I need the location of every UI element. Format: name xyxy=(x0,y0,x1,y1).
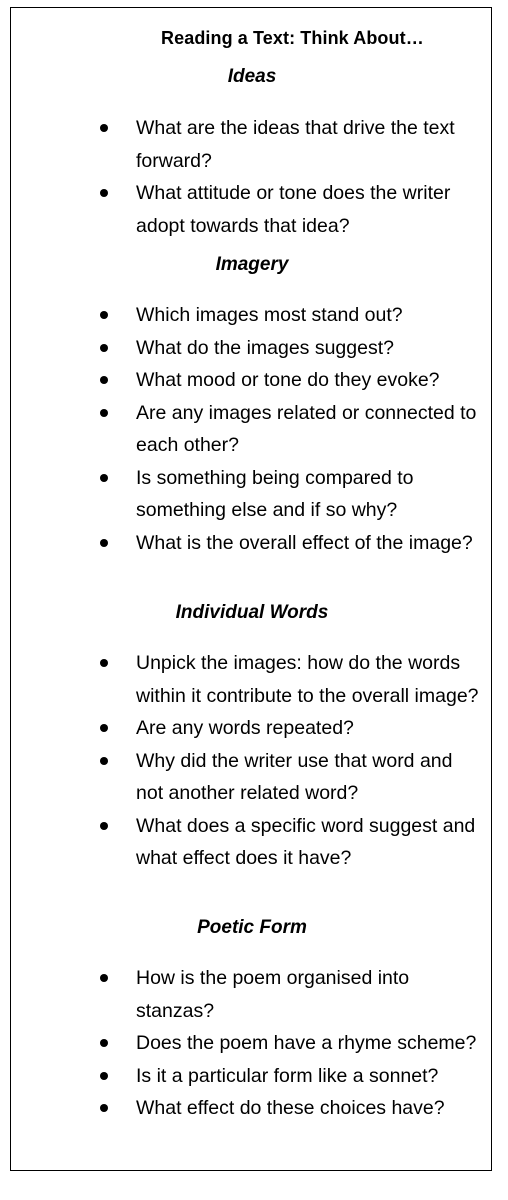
page-title: Reading a Text: Think About… xyxy=(161,28,424,48)
list-item-text: Are any words repeated? xyxy=(136,717,354,739)
individual-words-list xyxy=(11,647,493,875)
list-item-text: Are any images related or connected to each other? xyxy=(136,401,477,456)
bullet-icon xyxy=(100,1039,108,1047)
bullet-icon xyxy=(100,822,108,830)
document-frame xyxy=(10,7,492,1171)
section-heading-individual-words: Individual Words xyxy=(175,602,329,623)
list-item xyxy=(11,332,493,365)
bullet-icon xyxy=(100,659,108,667)
list-item xyxy=(11,462,493,527)
list-item-text: What attitude or tone does the writer adopt towards that idea? xyxy=(136,182,451,237)
bullet-icon xyxy=(100,311,108,319)
list-item xyxy=(11,745,493,810)
bullet-icon xyxy=(100,376,108,384)
bullet-icon xyxy=(100,1072,108,1080)
bullet-icon xyxy=(100,124,108,132)
bullet-icon xyxy=(100,474,108,482)
list-item xyxy=(11,1060,493,1093)
list-item-text: What do the images suggest? xyxy=(136,336,394,359)
list-item xyxy=(11,112,493,177)
list-item xyxy=(11,364,493,397)
bullet-icon xyxy=(100,189,108,197)
list-item xyxy=(11,712,493,745)
list-item xyxy=(11,1027,493,1060)
list-item xyxy=(11,397,493,462)
bullet-icon xyxy=(100,539,108,547)
list-item xyxy=(11,962,493,1027)
bullet-icon xyxy=(100,409,108,417)
list-item xyxy=(11,299,493,332)
section-heading-ideas: Ideas xyxy=(227,66,277,87)
list-item-text: What effect do these choices have? xyxy=(136,1097,445,1119)
list-item-text: Why did the writer use that word and not another related word? xyxy=(136,749,453,804)
poetic-form-list xyxy=(11,962,493,1125)
list-item xyxy=(11,1092,493,1125)
list-item-text: What are the ideas that drive the text forward? xyxy=(136,117,455,172)
bullet-icon xyxy=(100,974,108,982)
list-item-text: What mood or tone do they evoke? xyxy=(136,369,440,391)
ideas-list xyxy=(11,112,493,242)
list-item-text: What is the overall effect of the image? xyxy=(136,531,473,554)
list-item-text: Unpick the images: how do the words within it contribute to the overall image? xyxy=(136,652,479,707)
list-item-text: Is something being compared to something else and if so why? xyxy=(136,466,414,521)
list-item-text: Does the poem have a rhyme scheme? xyxy=(136,1032,477,1054)
bullet-icon xyxy=(100,757,108,765)
list-item xyxy=(11,527,493,560)
list-item xyxy=(11,177,493,242)
list-item-text: How is the poem organised into stanzas? xyxy=(136,967,410,1022)
list-item-text: What does a specific word suggest and what effect does it have? xyxy=(136,814,476,869)
bullet-icon xyxy=(100,344,108,352)
section-heading-poetic-form: Poetic Form xyxy=(197,917,307,938)
bullet-icon xyxy=(100,1104,108,1112)
list-item xyxy=(11,810,493,875)
list-item-text: Is it a particular form like a sonnet? xyxy=(136,1064,439,1087)
bullet-icon xyxy=(100,724,108,732)
imagery-list xyxy=(11,299,493,559)
list-item-text: Which images most stand out? xyxy=(136,304,403,326)
list-item xyxy=(11,647,493,712)
section-heading-imagery: Imagery xyxy=(215,254,289,275)
